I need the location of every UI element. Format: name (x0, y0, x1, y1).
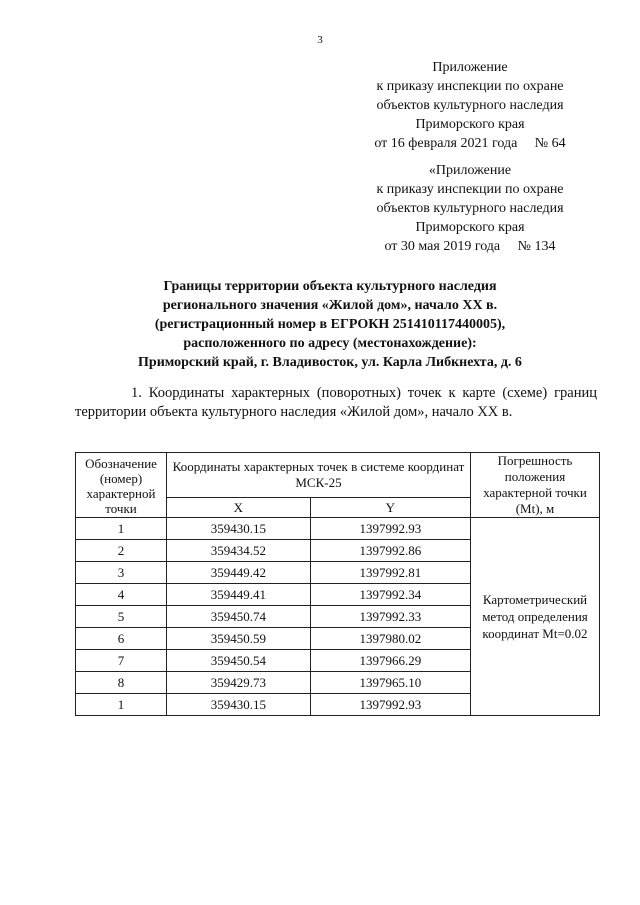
appendix-line: к приказу инспекции по охране (376, 79, 564, 94)
cell-x: 359450.54 (167, 650, 311, 672)
cell-x: 359429.73 (167, 672, 311, 694)
cell-y: 1397992.33 (310, 606, 470, 628)
cell-point: 5 (76, 606, 167, 628)
cell-y: 1397965.10 (310, 672, 470, 694)
cell-y: 1397992.93 (310, 694, 470, 716)
paragraph-line: 1. Координаты характерных (поворотных) точек к карте (схеме) границ (131, 385, 597, 401)
appendix-header-current (340, 58, 600, 153)
appendix-line: «Приложение (428, 163, 512, 178)
title-line: (регистрационный номер в ЕГРОКН 251410117440005), (154, 317, 506, 332)
title-line: регионального значения «Жилой дом», начало XX в. (162, 298, 498, 313)
appendix-header-original (340, 161, 600, 256)
appendix-line: от 16 февраля 2021 года № 64 (374, 136, 566, 151)
header-coordinates: Координаты характерных точек в системе координат МСК-25 (167, 453, 471, 498)
cell-x: 359449.42 (167, 562, 311, 584)
cell-point: 8 (76, 672, 167, 694)
appendix-line: объектов культурного наследия (376, 98, 564, 113)
cell-y: 1397980.02 (310, 628, 470, 650)
cell-point: 1 (76, 694, 167, 716)
cell-point: 7 (76, 650, 167, 672)
cell-point: 2 (76, 540, 167, 562)
appendix-line: к приказу инспекции по охране (376, 182, 564, 197)
cell-x: 359430.15 (167, 694, 311, 716)
header-y: Y (310, 498, 470, 518)
cell-x: 359434.52 (167, 540, 311, 562)
cell-x: 359450.59 (167, 628, 311, 650)
appendix-line: Приморского края (415, 117, 525, 132)
title-line: Приморский край, г. Владивосток, ул. Карла Либкнехта, д. 6 (138, 355, 522, 370)
appendix-line: Приморского края (415, 220, 525, 235)
intro-paragraph (75, 384, 597, 422)
cell-y: 1397992.81 (310, 562, 470, 584)
appendix-line: от 30 мая 2019 года № 134 (384, 239, 556, 254)
appendix-line: объектов культурного наследия (376, 201, 564, 216)
paragraph-line: территории объекта культурного наследия «Жилой дом», начало XX в. (75, 404, 513, 420)
appendix-line: Приложение (432, 60, 508, 75)
cell-x: 359430.15 (167, 518, 311, 540)
cell-method: Картометрический метод определения координат Mt=0.02 (471, 518, 600, 716)
document-title (60, 277, 600, 372)
coordinates-table (75, 452, 600, 716)
header-accuracy: Погрешность положения характерной точки (Mt), м (471, 453, 600, 518)
cell-point: 1 (76, 518, 167, 540)
cell-point: 6 (76, 628, 167, 650)
cell-y: 1397992.34 (310, 584, 470, 606)
cell-x: 359449.41 (167, 584, 311, 606)
title-line: расположенного по адресу (местонахождение): (183, 336, 477, 351)
table-header-row (76, 453, 600, 498)
header-point-number: Обозначение (номер) характерной точки (76, 453, 167, 518)
table-row (76, 518, 600, 540)
cell-point: 3 (76, 562, 167, 584)
cell-point: 4 (76, 584, 167, 606)
title-line: Границы территории объекта культурного наследия (163, 279, 497, 294)
header-x: X (167, 498, 311, 518)
page-number: 3 (317, 34, 323, 46)
cell-y: 1397966.29 (310, 650, 470, 672)
cell-x: 359450.74 (167, 606, 311, 628)
cell-y: 1397992.93 (310, 518, 470, 540)
cell-y: 1397992.86 (310, 540, 470, 562)
